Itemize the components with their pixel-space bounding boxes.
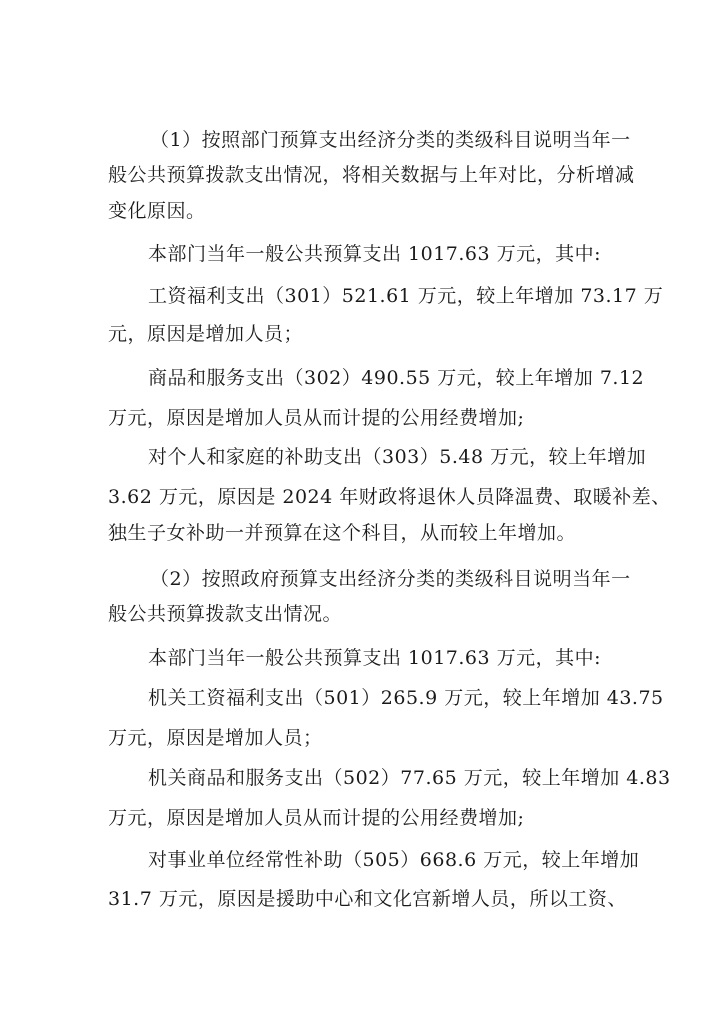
text-line: 独生子女补助一并预算在这个科目，从而较上年增加。 — [108, 522, 577, 544]
text-line: 万元，原因是增加人员； — [108, 727, 323, 749]
text-line: 对事业单位经常性补助（505）668.6 万元，较上年增加 — [148, 849, 640, 871]
text-line: 机关工资福利支出（501）265.9 万元，较上年增加 43.75 — [148, 687, 664, 709]
text-line: （2）按照政府预算支出经济分类的类级科目说明当年一 — [150, 568, 631, 590]
text-line: 机关商品和服务支出（502）77.65 万元，较上年增加 4.83 — [148, 767, 671, 789]
text-line: 对个人和家庭的补助支出（303）5.48 万元，较上年增加 — [148, 446, 647, 468]
text-line: 般公共预算拨款支出情况。 — [108, 603, 343, 625]
text-line: （1）按照部门预算支出经济分类的类级科目说明当年一 — [150, 129, 631, 151]
text-line: 3.62 万元，原因是 2024 年财政将退休人员降温费、取暖补差、 — [108, 486, 671, 508]
text-line: 本部门当年一般公共预算支出 1017.63 万元，其中: — [148, 243, 602, 265]
text-line: 本部门当年一般公共预算支出 1017.63 万元，其中: — [148, 647, 602, 669]
text-line: 元，原因是增加人员； — [108, 323, 304, 345]
text-line: 工资福利支出（301）521.61 万元，较上年增加 73.17 万 — [148, 285, 664, 307]
text-line: 万元，原因是增加人员从而计提的公用经费增加; — [108, 407, 525, 429]
text-line: 般公共预算拨款支出情况，将相关数据与上年对比，分析增减 — [108, 164, 635, 186]
text-line: 商品和服务支出（302）490.55 万元，较上年增加 7.12 — [148, 367, 645, 389]
text-line: 31.7 万元，原因是援助中心和文化宫新增人员，所以工资、 — [108, 888, 627, 910]
text-line: 变化原因。 — [108, 200, 206, 222]
text-line: 万元，原因是增加人员从而计提的公用经费增加; — [108, 807, 525, 829]
